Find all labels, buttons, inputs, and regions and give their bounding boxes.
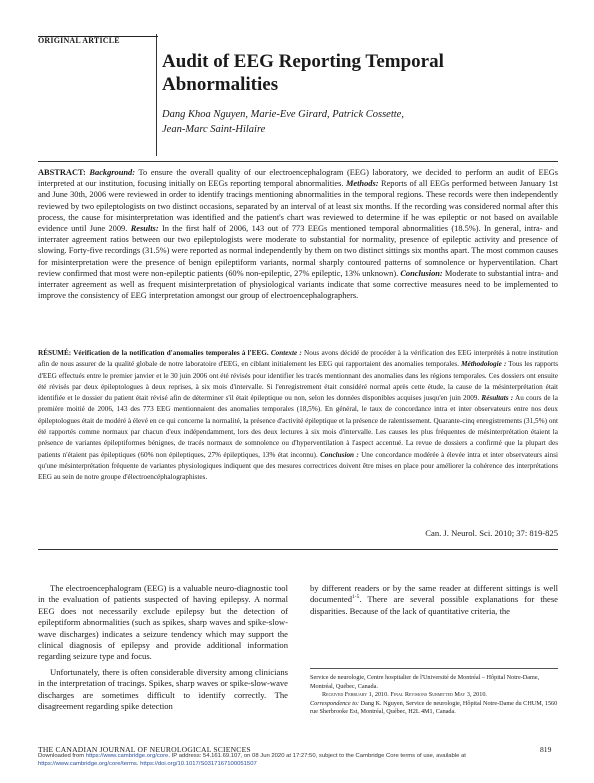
body-paragraph-3-text-b: . There are several possible explanations for these disparities. Because of the lack of quantitative criteria, the [310, 594, 558, 616]
authors-line-1: Dang Khoa Nguyen, Marie-Eve Girard, Patrick Cossette, [162, 109, 404, 120]
resume-contexte: Nous avons décidé de procéder à la vérification des EEG interprétés à notre institution afin de nous assurer de la qualité globale de notre laboratoire d'EEG, en ciblant initialement les EEG qui rapportaient des anomalies temporales. [38, 349, 559, 369]
abstract-background: To ensure the overall quality of our electroencephalogram (EEG) laboratory, we decided to perform an audit of EEGs interpreted at our institution, focusing initially on EEGs reporting temporal abnormalities. [38, 168, 558, 189]
authors-line-2: Jean-Marc Saint-Hilaire [162, 124, 266, 135]
download-text-b: . IP address: 54.161.69.107, on 08 Jun 2020 at 17:27:50, subject to the Cambridge Core terms of use, available at [168, 753, 466, 759]
abstract-conclusion: Moderate to substantial intra- and interrater agreement as well as frequent misinterpretation of physiological variants indicate that some corrective measures need to be implemented to improve the consistency of EEG interpretation amongst our group of electroencephalographers. [38, 268, 559, 301]
abstract-background-label: Background: [89, 168, 136, 177]
resume-resultats-label: Résultats : [481, 394, 514, 403]
body-column-right [310, 583, 558, 617]
resume-lead: RÉSUMÉ: Vérification de la notification d'anomalies temporales à l'EEG. [38, 349, 269, 357]
body-paragraph-3-text-a: by different readers or by the same reader at different sittings is well documented [310, 583, 558, 605]
reference-superscript: 1-5 [352, 594, 360, 601]
abstract-methods-label: Methods: [345, 179, 379, 189]
abstract-lead: ABSTRACT: [38, 168, 86, 177]
download-text-a: Downloaded from [38, 753, 86, 759]
cambridge-core-link[interactable]: https://www.cambridge.org/core [85, 753, 169, 759]
page-number: 819 [540, 745, 552, 754]
footnote-received: Received February 1, 2010. Final Revisions Submitted May 3, 2010. [322, 691, 487, 699]
doi-link[interactable]: https://doi.org/10.1017/S0317167100051507 [140, 760, 257, 767]
abstract-top-rule [38, 161, 558, 162]
abstract-results: In the first half of 2006, 143 out of 773 EEGs mentioned temporal abnormalities (18.5%). In general, intra- and interrater agreement ratios between our two epileptologists were moderate to substantial for normality, presence of epileptic activity and presence of slowing. Forty-five recordings (31.5%) were reported as normal independently by them on two distinct sittings six months apart. The most common causes for misinterpretation were the presence of benign epileptiform variants, normal sharply contoured patterns of somnolence or hyperventilation. Chart review confirmed that most were non-epileptic patients (60% non-epileptic, 27% epileptic, 13% unknown). [38, 224, 558, 278]
section-label: ORIGINAL ARTICLE [38, 36, 120, 45]
footer-journal-name: THE CANADIAN JOURNAL OF NEUROLOGICAL SCIENCES [38, 745, 251, 754]
resume-contexte-label: Contexte : [270, 349, 302, 357]
author-list [162, 107, 462, 137]
footnote [310, 674, 558, 717]
citation-bottom-rule [38, 549, 558, 550]
article-title: Audit of EEG Reporting Temporal Abnormalities [162, 51, 444, 95]
abstract-french [38, 348, 558, 484]
footnote-correspondence-text: Dang K. Nguyen, Service de neurologie, Hôpital Notre-Dame du CHUM, 1560 rue Sherbrooke Est, Montréal, Québec, H2L 4M1, Canada. [310, 699, 558, 716]
footnote-correspondence [310, 700, 558, 717]
resume-methodologie: Tous les rapports d'EEG effectués entre le premier janvier et le 30 juin 2006 ont été révisés pour identifier les tracés mentionnant des anomalies dans les régions temporales. Ces dossiers ont ensuite été révisés par deux épileptologues à deux reprises, à six mois d'intervalle. Si l'enregistrement était considéré normal après cette étude, la cause de la mésinterprétation était identifiée et le dossier du patient était révisé afin de déterminer s'il était épileptique ou non, selon les données disponibles acquises jusqu'en juin 2009. [38, 360, 558, 403]
abstract-conclusion-label: Conclusion: [400, 268, 443, 278]
body-paragraph-3 [310, 583, 558, 617]
journal-citation: Can. J. Neurol. Sci. 2010; 37: 819-825 [425, 528, 558, 538]
header-vertical-rule [156, 34, 157, 156]
body-paragraph-2: Unfortunately, there is often considerable diversity among clinicians in the interpretation of tracings. Spikes, sharp waves or spike-slow-wave discharges are sometimes difficult to identify correctly. The disagreement regarding spike detection [38, 666, 288, 712]
body-paragraph-1: The electroencephalogram (EEG) is a valuable neuro-diagnostic tool in the evaluation of patients suspected of having epilepsy. A normal EEG does not necessarily exclude epilepsy but the detection of epileptiform abnormalities (such as spikes, sharp waves and spike-slow-wave discharges) indicates a seizure tendency which may support the clinical diagnosis of epilepsy and provide additional information regarding seizure type and focus. [38, 583, 288, 662]
abstract-english [38, 167, 558, 301]
resume-resultats: Au cours de la première moitié de 2006, 143 des 773 EEG mentionnaient des anomalies temporales (18,5%). En général, le taux de concordance intra et inter observateurs entre nos deux épileptologues était de modéré à élevé en ce qui concerne la normalité, la présence d'activité épileptique et la présence de ralentissement. Quarante-cinq enregistrements (31,5%) ont été rapportés comme normaux par chacun d'eux indépendamment, lors des deux lectures à six mois d'intervalle. Les causes les plus fréquentes de mésinterprétation étaient la présence de variantes épileptiformes bénignes, de tracés normaux de somnolence ou d'hyperventilation à l'aspect accentué. La revue de dossiers a confirmé que la plupart des patients n'étaient pas épileptiques (60% non épileptiques, 27% épileptiques, 13% état inconnu). [38, 394, 558, 459]
terms-link[interactable]: https://www.cambridge.org/core/terms [38, 760, 137, 767]
download-text-c: . [136, 760, 141, 767]
resume-conclusion: Une concordance modérée à élevée intra et inter observateurs ainsi qu'une mésinterprétation fréquente de variantes physiologiques indiquent que des mesures correctrices doivent être mises en place pour améliorer la cohérence des interprétations EEG au sein de notre groupe d'électroencéphalographistes. [38, 450, 559, 482]
resume-conclusion-label: Conclusion : [320, 450, 359, 459]
footnote-correspondence-label: Correspondence to: [310, 699, 360, 707]
footnote-affiliation: Service de neurologie, Centre hospitalier de l'Université de Montréal – Hôpital Notre-Dame, Montréal, Québec, Canada. [310, 674, 540, 690]
body-column-left [38, 583, 288, 712]
download-notice [38, 753, 578, 769]
abstract-methods: Reports of all EEGs performed between January 1st and June 30th, 2006 were reviewed in order to identify tracings mentioning abnormalities in the temporal regions. These records were then independently reviewed by two epileptologists on two distinct occasions, separated by an interval of at least six months. If the recording was considered normal after this process, the cause for misinterpretation was identified and the patient's chart was reviewed to determine if he was epileptic or not based on available evidence until June 2009. [38, 179, 559, 234]
abstract-results-label: Results: [130, 224, 159, 234]
resume-methodologie-label: Méthodologie : [461, 360, 507, 369]
footnote-rule [310, 668, 558, 669]
